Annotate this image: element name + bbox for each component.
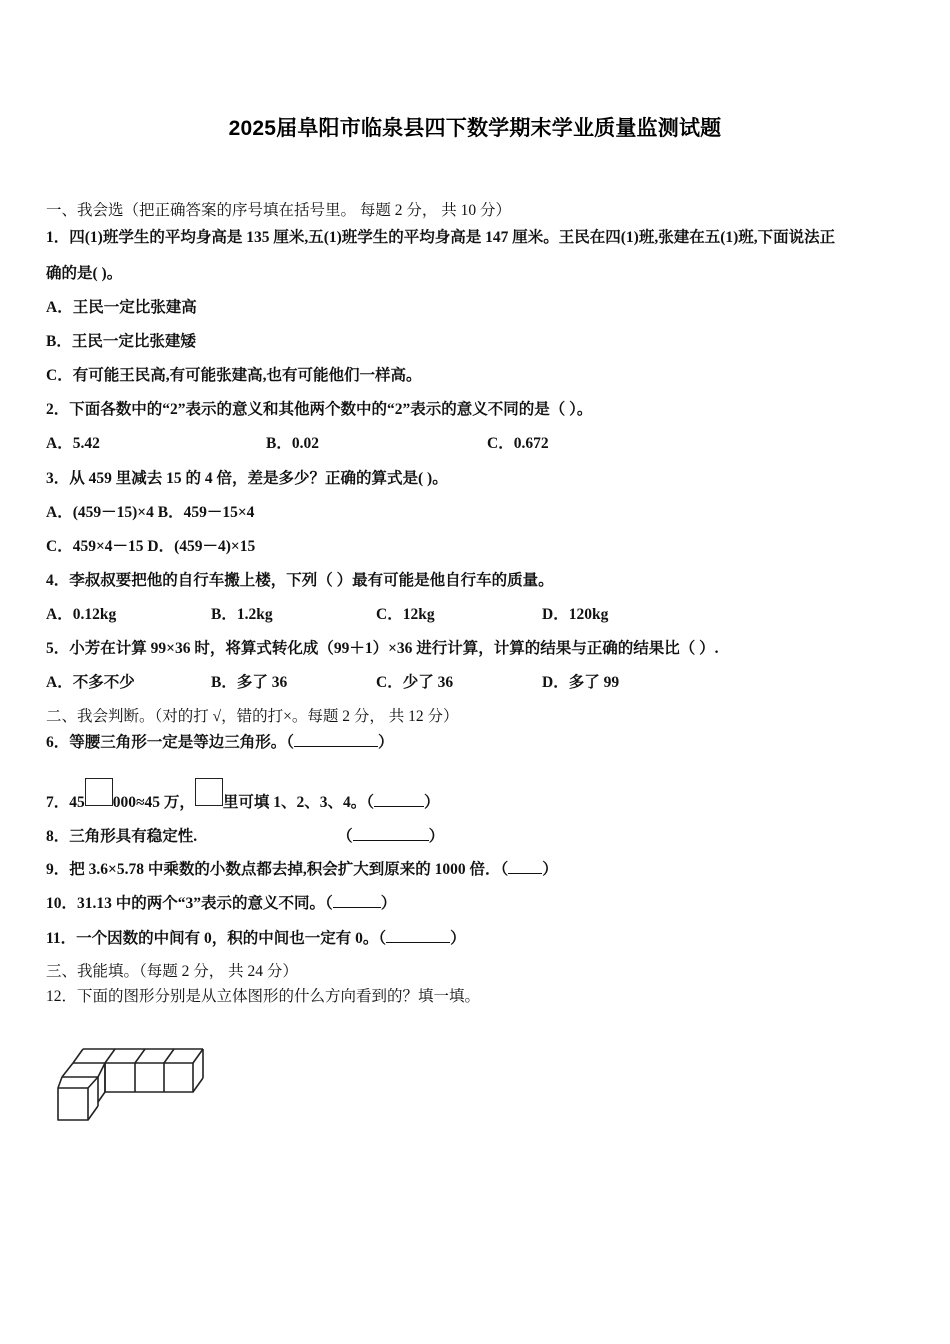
question-1-option-a: A．王民一定比张建高 [46, 299, 197, 316]
question-1-option-b: B．王民一定比张建矮 [46, 333, 196, 350]
question-5-option-d: D．多了 99 [542, 674, 620, 691]
question-3-options-ab: A．(459－15)×4 B．459－15×4 [46, 504, 255, 521]
section-heading-1: 一、我会选（把正确答案的序号填在括号里。 每题 2 分， 共 10 分） [46, 202, 512, 219]
answer-blank-9[interactable] [508, 859, 542, 874]
question-5-option-c: C．少了 36 [376, 674, 454, 691]
question-7-prefix: 7．45 [46, 794, 85, 811]
question-2-option-b: B．0.02 [266, 435, 319, 452]
question-10-text: 10．31.13 中的两个“3”表示的意义不同。（ [46, 895, 333, 912]
question-11-text: 11．一个因数的中间有 0，积的中间也一定有 0。（ [46, 930, 387, 947]
question-7 [46, 778, 440, 813]
section-heading-3: 三、我能填。（每题 2 分， 共 24 分） [46, 963, 298, 980]
question-1-line2: 确的是( )。 [46, 265, 123, 282]
question-4-option-a: A．0.12kg [46, 606, 117, 623]
question-9 [46, 859, 558, 880]
question-11 [46, 928, 466, 949]
question-5-option-a: A．不多不少 [46, 674, 135, 691]
question-4-text: 4．李叔叔要把他的自行车搬上楼，下列（ ）最有可能是他自行车的质量。 [46, 572, 554, 589]
question-12-text: 12．下面的图形分别是从立体图形的什么方向看到的？填一填。 [46, 988, 481, 1005]
question-1-option-c: C．有可能王民高,有可能张建高,也有可能他们一样高。 [46, 367, 422, 384]
question-8 [46, 826, 444, 847]
question-5-text: 5．小芳在计算 99×36 时，将算式转化成（99＋1）×36 进行计算，计算的结果与正确的结果比（ ）. [46, 640, 719, 657]
question-8-open: （ [337, 828, 353, 845]
question-8-text: 8．三角形具有稳定性. [46, 828, 198, 845]
question-7-suffix: 里可填 1、2、3、4。（ [222, 794, 375, 811]
question-6 [46, 732, 394, 753]
question-1-line1: 1．四(1)班学生的平均身高是 135 厘米,五(1)班学生的平均身高是 147 厘米。王民在四(1)班,张建在五(1)班,下面说法正 [46, 229, 836, 246]
question-5-option-b: B．多了 36 [211, 674, 288, 691]
question-4-option-c: C．12kg [376, 606, 435, 623]
answer-blank-6[interactable] [294, 732, 378, 747]
question-11-close: ） [450, 930, 466, 947]
question-2-option-c: C．0.672 [487, 435, 549, 452]
fill-box-2[interactable] [195, 778, 223, 805]
question-9-close: ） [542, 861, 558, 878]
answer-blank-7[interactable] [374, 792, 424, 807]
cube-arrangement-figure [50, 1040, 220, 1130]
question-3-text: 3．从 459 里减去 15 的 4 倍，差是多少？正确的算式是( )。 [46, 470, 448, 487]
question-7-mid: 000≈45 万， [112, 794, 195, 811]
question-10 [46, 893, 396, 914]
question-7-close: ） [424, 794, 440, 811]
question-10-close: ） [380, 895, 397, 912]
answer-blank-11[interactable] [386, 928, 450, 943]
answer-blank-8[interactable] [353, 826, 429, 841]
fill-box-1[interactable] [85, 778, 113, 805]
question-8-close: ） [428, 828, 445, 845]
answer-blank-10[interactable] [333, 893, 381, 908]
question-6-text: 6．等腰三角形一定是等边三角形。（ [46, 734, 295, 751]
question-3-options-cd: C．459×4－15 D．(459－4)×15 [46, 538, 256, 555]
section-heading-2: 二、我会判断。（对的打 √，错的打×。每题 2 分， 共 12 分） [46, 708, 459, 725]
question-9-text: 9．把 3.6×5.78 中乘数的小数点都去掉,积会扩大到原来的 1000 倍．（ [46, 861, 509, 878]
question-4-option-d: D．120kg [542, 606, 609, 623]
question-6-close: ） [378, 734, 394, 751]
question-2-option-a: A．5.42 [46, 435, 100, 452]
question-4-option-b: B．1.2kg [211, 606, 273, 623]
page-title: 2025届阜阳市临泉县四下数学期末学业质量监测试题 [228, 117, 722, 140]
question-2-text: 2．下面各数中的“2”表示的意义和其他两个数中的“2”表示的意义不同的是（ ）。 [46, 401, 593, 418]
